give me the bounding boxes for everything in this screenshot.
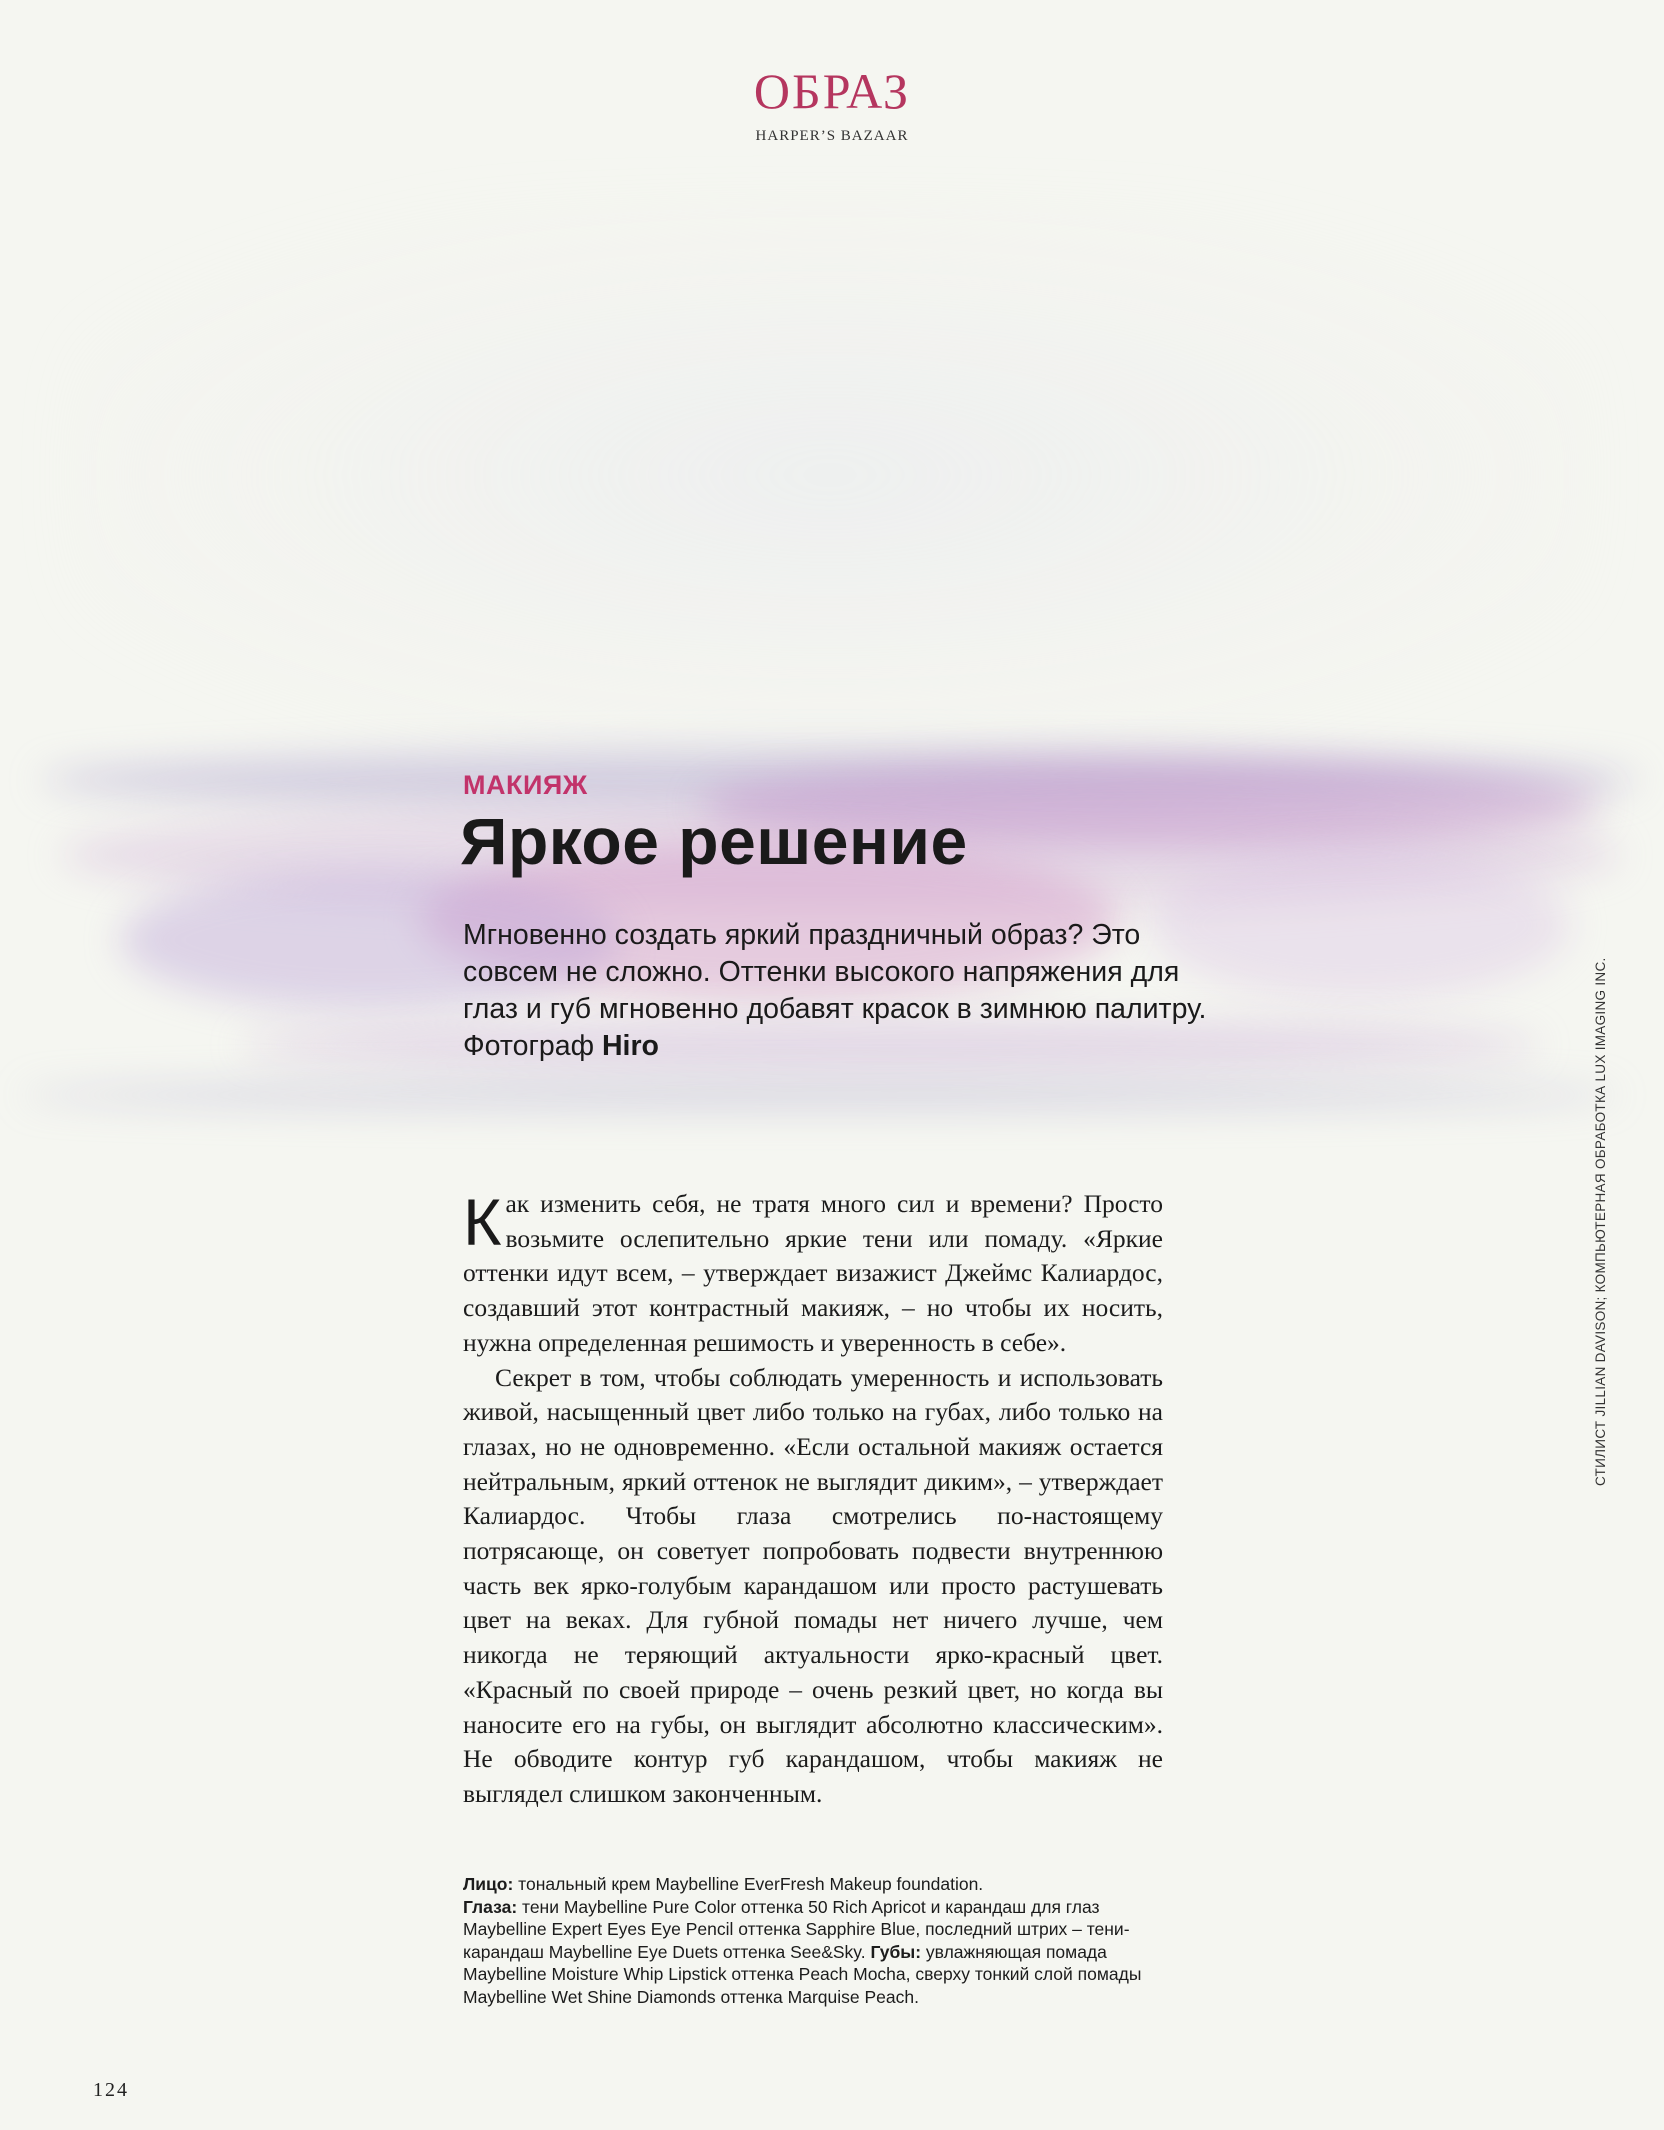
photographer-name: Hiro	[601, 1030, 659, 1062]
photo-haze	[80, 215, 1580, 735]
photo-credit	[463, 1028, 1223, 1065]
face-products: тональный крем Maybelline EverFresh Makeup foundation.	[513, 1874, 984, 1894]
side-credit: СТИЛИСТ JILLIAN DAVISON; КОМПЬЮТЕРНАЯ ОБРАБОТКА LUX IMAGING INC.	[1593, 957, 1608, 1486]
eyes-products: тени Maybelline Pure Color оттенка 50 Rich Apricot и карандаш для глаз Maybelline Expert Eyes Eye Pencil оттенка Sapphire Blue, последний штрих – тени-карандаш Maybelline Eye Duets оттенка See&Sky.	[463, 1896, 1130, 1962]
body-paragraph: Секрет в том, чтобы соблюдать умеренность и использовать живой, насыщенный цвет либо только на губах, либо только на глазах, но не одновременно. «Если остальной макияж остается нейтральным, яркий оттенок не выглядит диким», – утверждает Калиардос. Чтобы глаза смотрелись по-настоящему потрясающе, он советует попробовать подвести внутреннюю часть век ярко-голубым карандашом или просто растушевать цвет на веках. Для губной помады нет ничего лучше, чем никогда не теряющий актуальности ярко-красный цвет. «Красный по своей природе – очень резкий цвет, но когда вы наносите его на губы, он выглядит абсолютно классическим». Не обводите контур губ карандашом, чтобы макияж не выглядел слишком законченным.	[463, 1362, 1163, 1808]
eyes-label: Глаза:	[463, 1896, 518, 1917]
drop-cap: К	[463, 1185, 502, 1259]
section-kicker: МАКИЯЖ	[463, 770, 588, 800]
face-label: Лицо:	[463, 1874, 514, 1894]
section-title: ОБРАЗ	[753, 63, 911, 119]
magazine-name: HARPER’S BAZAAR	[755, 128, 909, 144]
lips-products: увлажняющая помада Maybelline Moisture Whip Lipstick оттенка Peach Mocha, сверху тонкий слой помады Maybelline Wet Shine Diamonds оттенка Marquise Peach.	[463, 1941, 1142, 2007]
body-paragraph	[463, 1187, 1163, 1361]
photographer-label: Фотограф	[463, 1030, 595, 1062]
article-headline: Яркое решение	[460, 804, 968, 878]
lips-label: Губы:	[870, 1941, 922, 1962]
article-lede	[463, 917, 1223, 1065]
article-body	[463, 1187, 1163, 1812]
paragraph-text: ак изменить себя, не тратя много сил и времени? Просто возьмите ослепительно яркие тени или помаду. «Яркие оттенки идут всем, – утверждает визажист Джеймс Калиардос, создавший этот контрастный макияж, – но чтобы их носить, нужна определенная решимость и уверенность в себе».	[463, 1189, 1163, 1357]
page-number: 124	[93, 2079, 129, 2101]
lede-text: Мгновенно создать яркий праздничный образ? Это совсем не сложно. Оттенки высокого напряжения для глаз и губ мгновенно добавят красок в зимнюю палитру.	[463, 919, 1207, 1025]
product-credits	[463, 1873, 1183, 2009]
